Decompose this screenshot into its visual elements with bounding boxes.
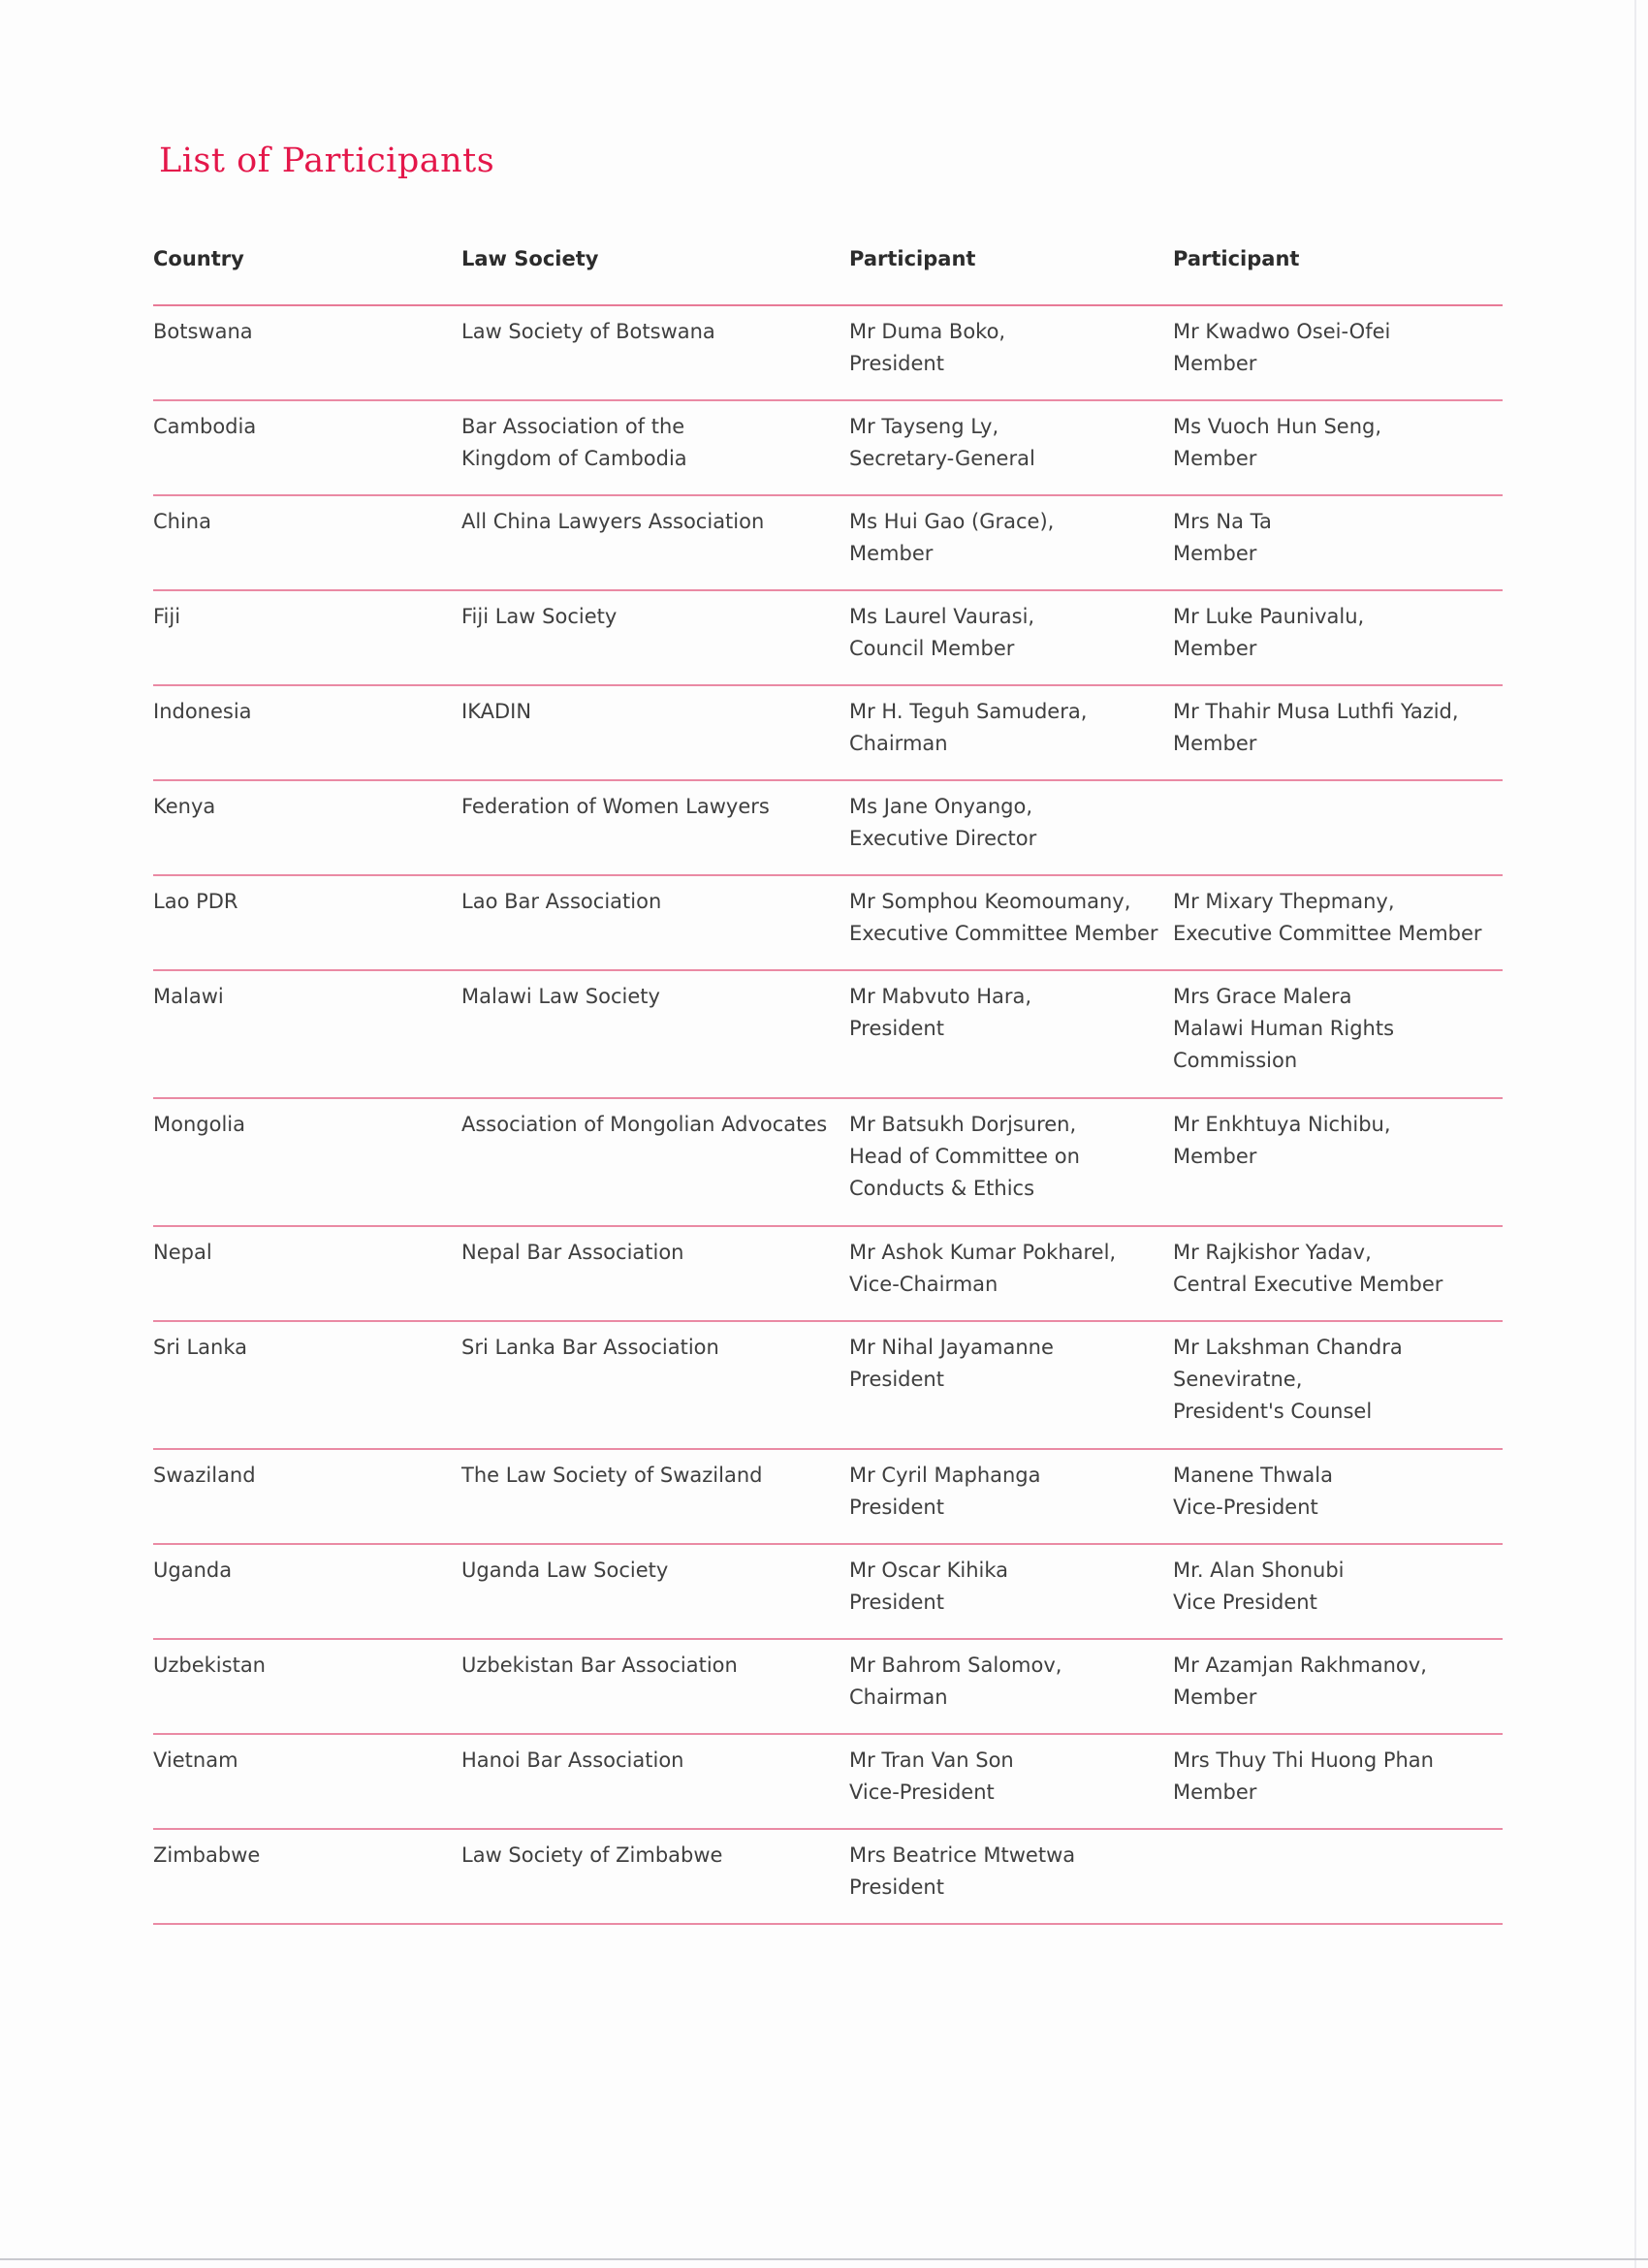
cell-text: President xyxy=(849,1875,944,1899)
country-cell xyxy=(153,1332,461,1448)
cell-text: Seneviratne, xyxy=(1173,1368,1303,1391)
cell-text: Mr Somphou Keomoumany, xyxy=(849,890,1131,913)
cell-text: Uzbekistan Bar Association xyxy=(461,1654,738,1677)
participant-2-cell xyxy=(1173,506,1503,589)
cell-text: Law Society of Botswana xyxy=(461,320,715,343)
cell-text: Uganda xyxy=(153,1559,233,1582)
participant-1-cell xyxy=(849,981,1173,1097)
cell-text: Lao Bar Association xyxy=(461,890,662,913)
law-society-cell xyxy=(461,886,849,969)
law-society-cell xyxy=(461,1237,849,1320)
country-cell xyxy=(153,1237,461,1320)
cell-text: Zimbabwe xyxy=(153,1843,261,1867)
participant-1-cell xyxy=(849,1237,1173,1320)
cell-text: Swaziland xyxy=(153,1464,256,1487)
cell-text: Kingdom of Cambodia xyxy=(461,447,687,470)
participants-table xyxy=(153,247,1503,1925)
law-society-cell xyxy=(461,1555,849,1638)
participant-1-cell xyxy=(849,1555,1173,1638)
column-header-law-society: Law Society xyxy=(461,247,599,270)
cell-text: Vice-President xyxy=(849,1780,995,1804)
cell-text: Mr Lakshman Chandra xyxy=(1173,1336,1403,1359)
cell-text: Mr. Alan Shonubi xyxy=(1173,1559,1345,1582)
cell-text: Mr Oscar Kihika xyxy=(849,1559,1009,1582)
cell-text: Member xyxy=(1173,447,1257,470)
cell-text: Mr Mabvuto Hara, xyxy=(849,985,1032,1008)
cell-text: Commission xyxy=(1173,1049,1298,1072)
cell-text: Malawi Human Rights xyxy=(1173,1017,1395,1040)
table-row xyxy=(153,1099,1503,1227)
cell-text: Mrs Thuy Thi Huong Phan xyxy=(1173,1748,1434,1772)
participant-1-cell xyxy=(849,1332,1173,1448)
cell-text: Mr Ashok Kumar Pokharel, xyxy=(849,1241,1117,1264)
cell-text: Mr Tran Van Son xyxy=(849,1748,1014,1772)
law-society-cell xyxy=(461,1109,849,1225)
cell-text: Central Executive Member xyxy=(1173,1273,1443,1296)
law-society-cell xyxy=(461,696,849,779)
page-edge xyxy=(1634,0,1636,2268)
cell-text: Member xyxy=(1173,352,1257,375)
cell-text: The Law Society of Swaziland xyxy=(461,1464,763,1487)
cell-text: Member xyxy=(1173,637,1257,660)
participant-2-cell xyxy=(1173,1555,1503,1638)
cell-text: Member xyxy=(1173,1685,1257,1709)
cell-text: Member xyxy=(1173,1780,1257,1804)
table-row xyxy=(153,1735,1503,1830)
cell-text: Head of Committee on xyxy=(849,1145,1080,1168)
cell-text: Uganda Law Society xyxy=(461,1559,669,1582)
cell-text: Mrs Beatrice Mtwetwa xyxy=(849,1843,1076,1867)
table-row xyxy=(153,1322,1503,1450)
cell-text: Kenya xyxy=(153,795,216,818)
cell-text: Association of Mongolian Advocates xyxy=(461,1113,828,1136)
table-row xyxy=(153,1545,1503,1640)
participant-2-cell xyxy=(1173,1109,1503,1225)
cell-text: Ms Hui Gao (Grace), xyxy=(849,510,1055,533)
participant-1-cell xyxy=(849,696,1173,779)
participant-2-cell xyxy=(1173,316,1503,399)
country-cell xyxy=(153,791,461,874)
table-row xyxy=(153,401,1503,496)
cell-text: Member xyxy=(1173,732,1257,755)
cell-text: Nepal Bar Association xyxy=(461,1241,684,1264)
cell-text: President xyxy=(849,1591,944,1614)
cell-text: Mr H. Teguh Samudera, xyxy=(849,700,1088,723)
law-society-cell xyxy=(461,1745,849,1828)
cell-text: Vietnam xyxy=(153,1748,238,1772)
cell-text: China xyxy=(153,510,211,533)
participant-1-cell xyxy=(849,316,1173,399)
participant-2-cell xyxy=(1173,601,1503,684)
table-row xyxy=(153,496,1503,591)
cell-text: Member xyxy=(1173,1145,1257,1168)
cell-text: Mr Nihal Jayamanne xyxy=(849,1336,1054,1359)
cell-text: Mr Rajkishor Yadav, xyxy=(1173,1241,1372,1264)
cell-text: Mrs Na Ta xyxy=(1173,510,1272,533)
table-body xyxy=(153,306,1503,1925)
participant-1-cell xyxy=(849,506,1173,589)
participant-1-cell xyxy=(849,886,1173,969)
cell-text: Ms Vuoch Hun Seng, xyxy=(1173,415,1382,438)
law-society-cell xyxy=(461,791,849,874)
participant-2-cell xyxy=(1173,1460,1503,1543)
law-society-cell xyxy=(461,316,849,399)
law-society-cell xyxy=(461,1460,849,1543)
participant-1-cell xyxy=(849,1460,1173,1543)
cell-text: President's Counsel xyxy=(1173,1400,1373,1423)
country-cell xyxy=(153,506,461,589)
cell-text: Mr Cyril Maphanga xyxy=(849,1464,1041,1487)
cell-text: President xyxy=(849,1496,944,1519)
table-row xyxy=(153,686,1503,781)
participant-1-cell xyxy=(849,1109,1173,1225)
law-society-cell xyxy=(461,1332,849,1448)
table-row xyxy=(153,306,1503,401)
participant-2-cell xyxy=(1173,411,1503,494)
country-cell xyxy=(153,1109,461,1225)
column-header-country: Country xyxy=(153,247,244,270)
cell-text: Conducts & Ethics xyxy=(849,1177,1035,1200)
cell-text: Mrs Grace Malera xyxy=(1173,985,1352,1008)
cell-text: Bar Association of the xyxy=(461,415,685,438)
cell-text: Executive Director xyxy=(849,827,1037,850)
cell-text: IKADIN xyxy=(461,700,532,723)
cell-text: Cambodia xyxy=(153,415,257,438)
cell-text: Mr Bahrom Salomov, xyxy=(849,1654,1062,1677)
cell-text: All China Lawyers Association xyxy=(461,510,765,533)
participant-1-cell xyxy=(849,1840,1173,1923)
table-row xyxy=(153,1227,1503,1322)
cell-text: Mr Enkhtuya Nichibu, xyxy=(1173,1113,1391,1136)
cell-text: Nepal xyxy=(153,1241,212,1264)
cell-text: Member xyxy=(849,542,934,565)
column-header-participant-1: Participant xyxy=(849,247,976,270)
cell-text: Sri Lanka xyxy=(153,1336,248,1359)
page-title: List of Participants xyxy=(159,142,495,180)
law-society-cell xyxy=(461,506,849,589)
cell-text: President xyxy=(849,1368,944,1391)
table-header xyxy=(153,247,1503,306)
table-row xyxy=(153,781,1503,876)
cell-text: Mongolia xyxy=(153,1113,245,1136)
cell-text: Hanoi Bar Association xyxy=(461,1748,684,1772)
participant-2-cell xyxy=(1173,1745,1503,1828)
country-cell xyxy=(153,1650,461,1733)
cell-text: Mr Luke Paunivalu, xyxy=(1173,605,1365,628)
participant-1-cell xyxy=(849,411,1173,494)
table-row xyxy=(153,1830,1503,1925)
table-row xyxy=(153,971,1503,1099)
participant-2-cell xyxy=(1173,1332,1503,1448)
cell-text: Malawi xyxy=(153,985,224,1008)
cell-text: Sri Lanka Bar Association xyxy=(461,1336,719,1359)
table-row xyxy=(153,1640,1503,1735)
cell-text: Member xyxy=(1173,542,1257,565)
table-row xyxy=(153,591,1503,686)
law-society-cell xyxy=(461,411,849,494)
country-cell xyxy=(153,1745,461,1828)
cell-text: Indonesia xyxy=(153,700,252,723)
cell-text: Vice-Chairman xyxy=(849,1273,998,1296)
cell-text: Fiji Law Society xyxy=(461,605,618,628)
participant-1-cell xyxy=(849,601,1173,684)
participant-2-cell xyxy=(1173,696,1503,779)
participant-2-cell xyxy=(1173,1237,1503,1320)
country-cell xyxy=(153,1840,461,1923)
cell-text: Mr Azamjan Rakhmanov, xyxy=(1173,1654,1427,1677)
participant-2-cell xyxy=(1173,981,1503,1097)
cell-text: Executive Committee Member xyxy=(849,922,1158,945)
participant-2-cell xyxy=(1173,1650,1503,1733)
cell-text: Mr Kwadwo Osei-Ofei xyxy=(1173,320,1391,343)
cell-text: Manene Thwala xyxy=(1173,1464,1334,1487)
cell-text: Mr Duma Boko, xyxy=(849,320,1006,343)
country-cell xyxy=(153,696,461,779)
participant-1-cell xyxy=(849,1650,1173,1733)
cell-text: Malawi Law Society xyxy=(461,985,660,1008)
cell-text: Council Member xyxy=(849,637,1015,660)
cell-text: Mr Thahir Musa Luthfi Yazid, xyxy=(1173,700,1459,723)
cell-text: Mr Tayseng Ly, xyxy=(849,415,999,438)
cell-text: Law Society of Zimbabwe xyxy=(461,1843,723,1867)
law-society-cell xyxy=(461,981,849,1097)
cell-text: Mr Batsukh Dorjsuren, xyxy=(849,1113,1077,1136)
law-society-cell xyxy=(461,1650,849,1733)
country-cell xyxy=(153,981,461,1097)
cell-text: President xyxy=(849,1017,944,1040)
cell-text: Mr Mixary Thepmany, xyxy=(1173,890,1395,913)
cell-text: Executive Committee Member xyxy=(1173,922,1482,945)
participant-2-cell xyxy=(1173,1840,1503,1923)
cell-text: Ms Laurel Vaurasi, xyxy=(849,605,1035,628)
cell-text: Ms Jane Onyango, xyxy=(849,795,1032,818)
participant-1-cell xyxy=(849,791,1173,874)
country-cell xyxy=(153,316,461,399)
cell-text: Fiji xyxy=(153,605,181,628)
participant-2-cell xyxy=(1173,886,1503,969)
country-cell xyxy=(153,411,461,494)
participant-2-cell xyxy=(1173,791,1503,874)
country-cell xyxy=(153,1555,461,1638)
cell-text: Botswana xyxy=(153,320,253,343)
cell-text: Uzbekistan xyxy=(153,1654,266,1677)
law-society-cell xyxy=(461,601,849,684)
cell-text: Vice-President xyxy=(1173,1496,1318,1519)
law-society-cell xyxy=(461,1840,849,1923)
column-header-participant-2: Participant xyxy=(1173,247,1300,270)
country-cell xyxy=(153,601,461,684)
cell-text: Chairman xyxy=(849,1685,948,1709)
table-row xyxy=(153,1450,1503,1545)
country-cell xyxy=(153,1460,461,1543)
table-row xyxy=(153,876,1503,971)
cell-text: Secretary-General xyxy=(849,447,1035,470)
participant-1-cell xyxy=(849,1745,1173,1828)
country-cell xyxy=(153,886,461,969)
cell-text: President xyxy=(849,352,944,375)
cell-text: Vice President xyxy=(1173,1591,1317,1614)
page-bottom-edge xyxy=(0,2258,1648,2260)
cell-text: Lao PDR xyxy=(153,890,238,913)
cell-text: Federation of Women Lawyers xyxy=(461,795,770,818)
cell-text: Chairman xyxy=(849,732,948,755)
